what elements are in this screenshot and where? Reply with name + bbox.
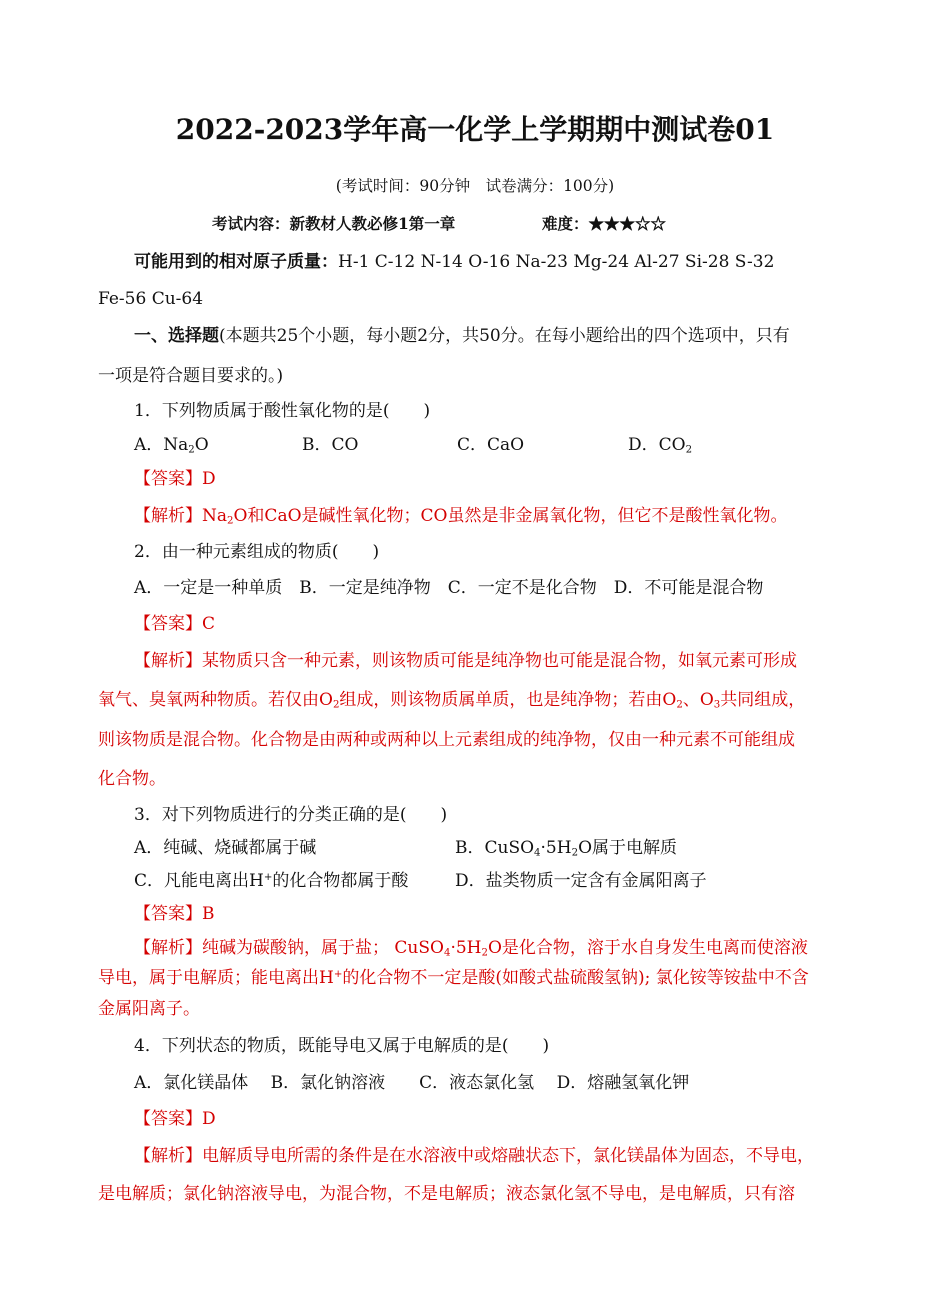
q1-option-d: D．$CO_2$ [628, 435, 693, 456]
q2-answer: 【答案】C [134, 614, 216, 634]
q2-explanation-3: 则该物质是混合物。化合物是由两种或两种以上元素组成的纯净物，仅由一种元素不可能组成 [98, 730, 795, 750]
q4-answer: 【答案】D [134, 1109, 216, 1129]
q4-stem: 4．下列状态的物质，既能导电又属于电解质的是( ) [134, 1036, 550, 1056]
section-desc-1: (本题共25个小题，每小题2分，共50分。在每小题给出的四个选项中，只有 [219, 326, 790, 346]
q1-option-a: A．$Na_2O$ [134, 435, 209, 456]
q1-answer: 【答案】D [134, 469, 216, 489]
q4-explanation-1: 【解析】电解质导电所需的条件是在水溶液中或熔融状态下，氯化镁晶体为固态，不导电， [134, 1146, 814, 1166]
section-desc-2: 一项是符合题目要求的。) [98, 366, 284, 386]
q3-stem: 3．对下列物质进行的分类正确的是( ) [134, 805, 448, 825]
q1-option-c: C．CaO [457, 435, 525, 455]
q3-answer: 【答案】B [134, 904, 215, 924]
atomic-mass-line-1 [134, 250, 774, 274]
q3-explanation-1: 【解析】纯碱为碳酸钠，属于盐； $CuSO_4\cdot 5H_2O$是化合物，溶于水自身发生电离而使溶液 [134, 938, 808, 959]
difficulty-rating: 难度：★★★☆☆ [542, 214, 667, 233]
atomic-mass-values: H-1 C-12 N-14 O-16 Na-23 Mg-24 Al-27 Si-28 S-32 [338, 252, 775, 272]
q2-explanation-2: 氧气、臭氧两种物质。若仅由$O_2$组成，则该物质属单质，也是纯净物；若由$O_2$、$O_3$共同组成， [98, 690, 806, 711]
q3-explanation-2: 导电，属于电解质；能电离出H+的化合物不一定是酸(如酸式盐硫酸氢钠); 氯化铵等铵盐中不含 [98, 968, 809, 988]
q1-explanation: 【解析】$Na_2O$和CaO是碱性氧化物；CO虽然是非金属氧化物，但它不是酸性氧化物。 [134, 506, 788, 527]
section-title: 一、选择题 [134, 326, 219, 346]
q3-option-b: B．$CuSO_4\cdot 5H_2O$属于电解质 [455, 838, 677, 859]
q2-explanation-1: 【解析】某物质只含一种元素，则该物质可能是纯净物也可能是混合物，如氧元素可形成 [134, 651, 797, 671]
q3-option-d: D．盐类物质一定含有金属阳离子 [455, 871, 707, 891]
exam-content: 考试内容：新教材人教必修1第一章 [212, 214, 456, 233]
atomic-mass-label: 可能用到的相对原子质量： [134, 252, 338, 272]
q3-option-a: A．纯碱、烧碱都属于碱 [134, 838, 317, 858]
page-title: 2022-2023学年高一化学上学期期中测试卷01 [175, 113, 775, 146]
q4-explanation-2: 是电解质；氯化钠溶液导电，为混合物，不是电解质；液态氯化氢不导电，是电解质，只有溶 [98, 1184, 795, 1204]
q2-explanation-4: 化合物。 [98, 769, 166, 789]
q1-stem: 1．下列物质属于酸性氧化物的是( ) [134, 401, 431, 421]
q2-options: A．一定是一种单质 B．一定是纯净物 C．一定不是化合物 D．不可能是混合物 [134, 578, 764, 598]
section-heading [134, 324, 790, 348]
q1-option-b: B．CO [302, 435, 359, 455]
q3-explanation-3: 金属阳离子。 [98, 999, 200, 1019]
q3-option-c: C．凡能电离出H+的化合物都属于酸 [134, 871, 409, 891]
atomic-mass-line-2: Fe-56 Cu-64 [98, 289, 204, 309]
q2-stem: 2．由一种元素组成的物质( ) [134, 542, 380, 562]
exam-time-info: (考试时间：90分钟 试卷满分：100分) [335, 177, 615, 195]
q4-options: A．氯化镁晶体 B．氯化钠溶液 C．液态氯化氢 D．熔融氢氧化钾 [134, 1073, 690, 1093]
